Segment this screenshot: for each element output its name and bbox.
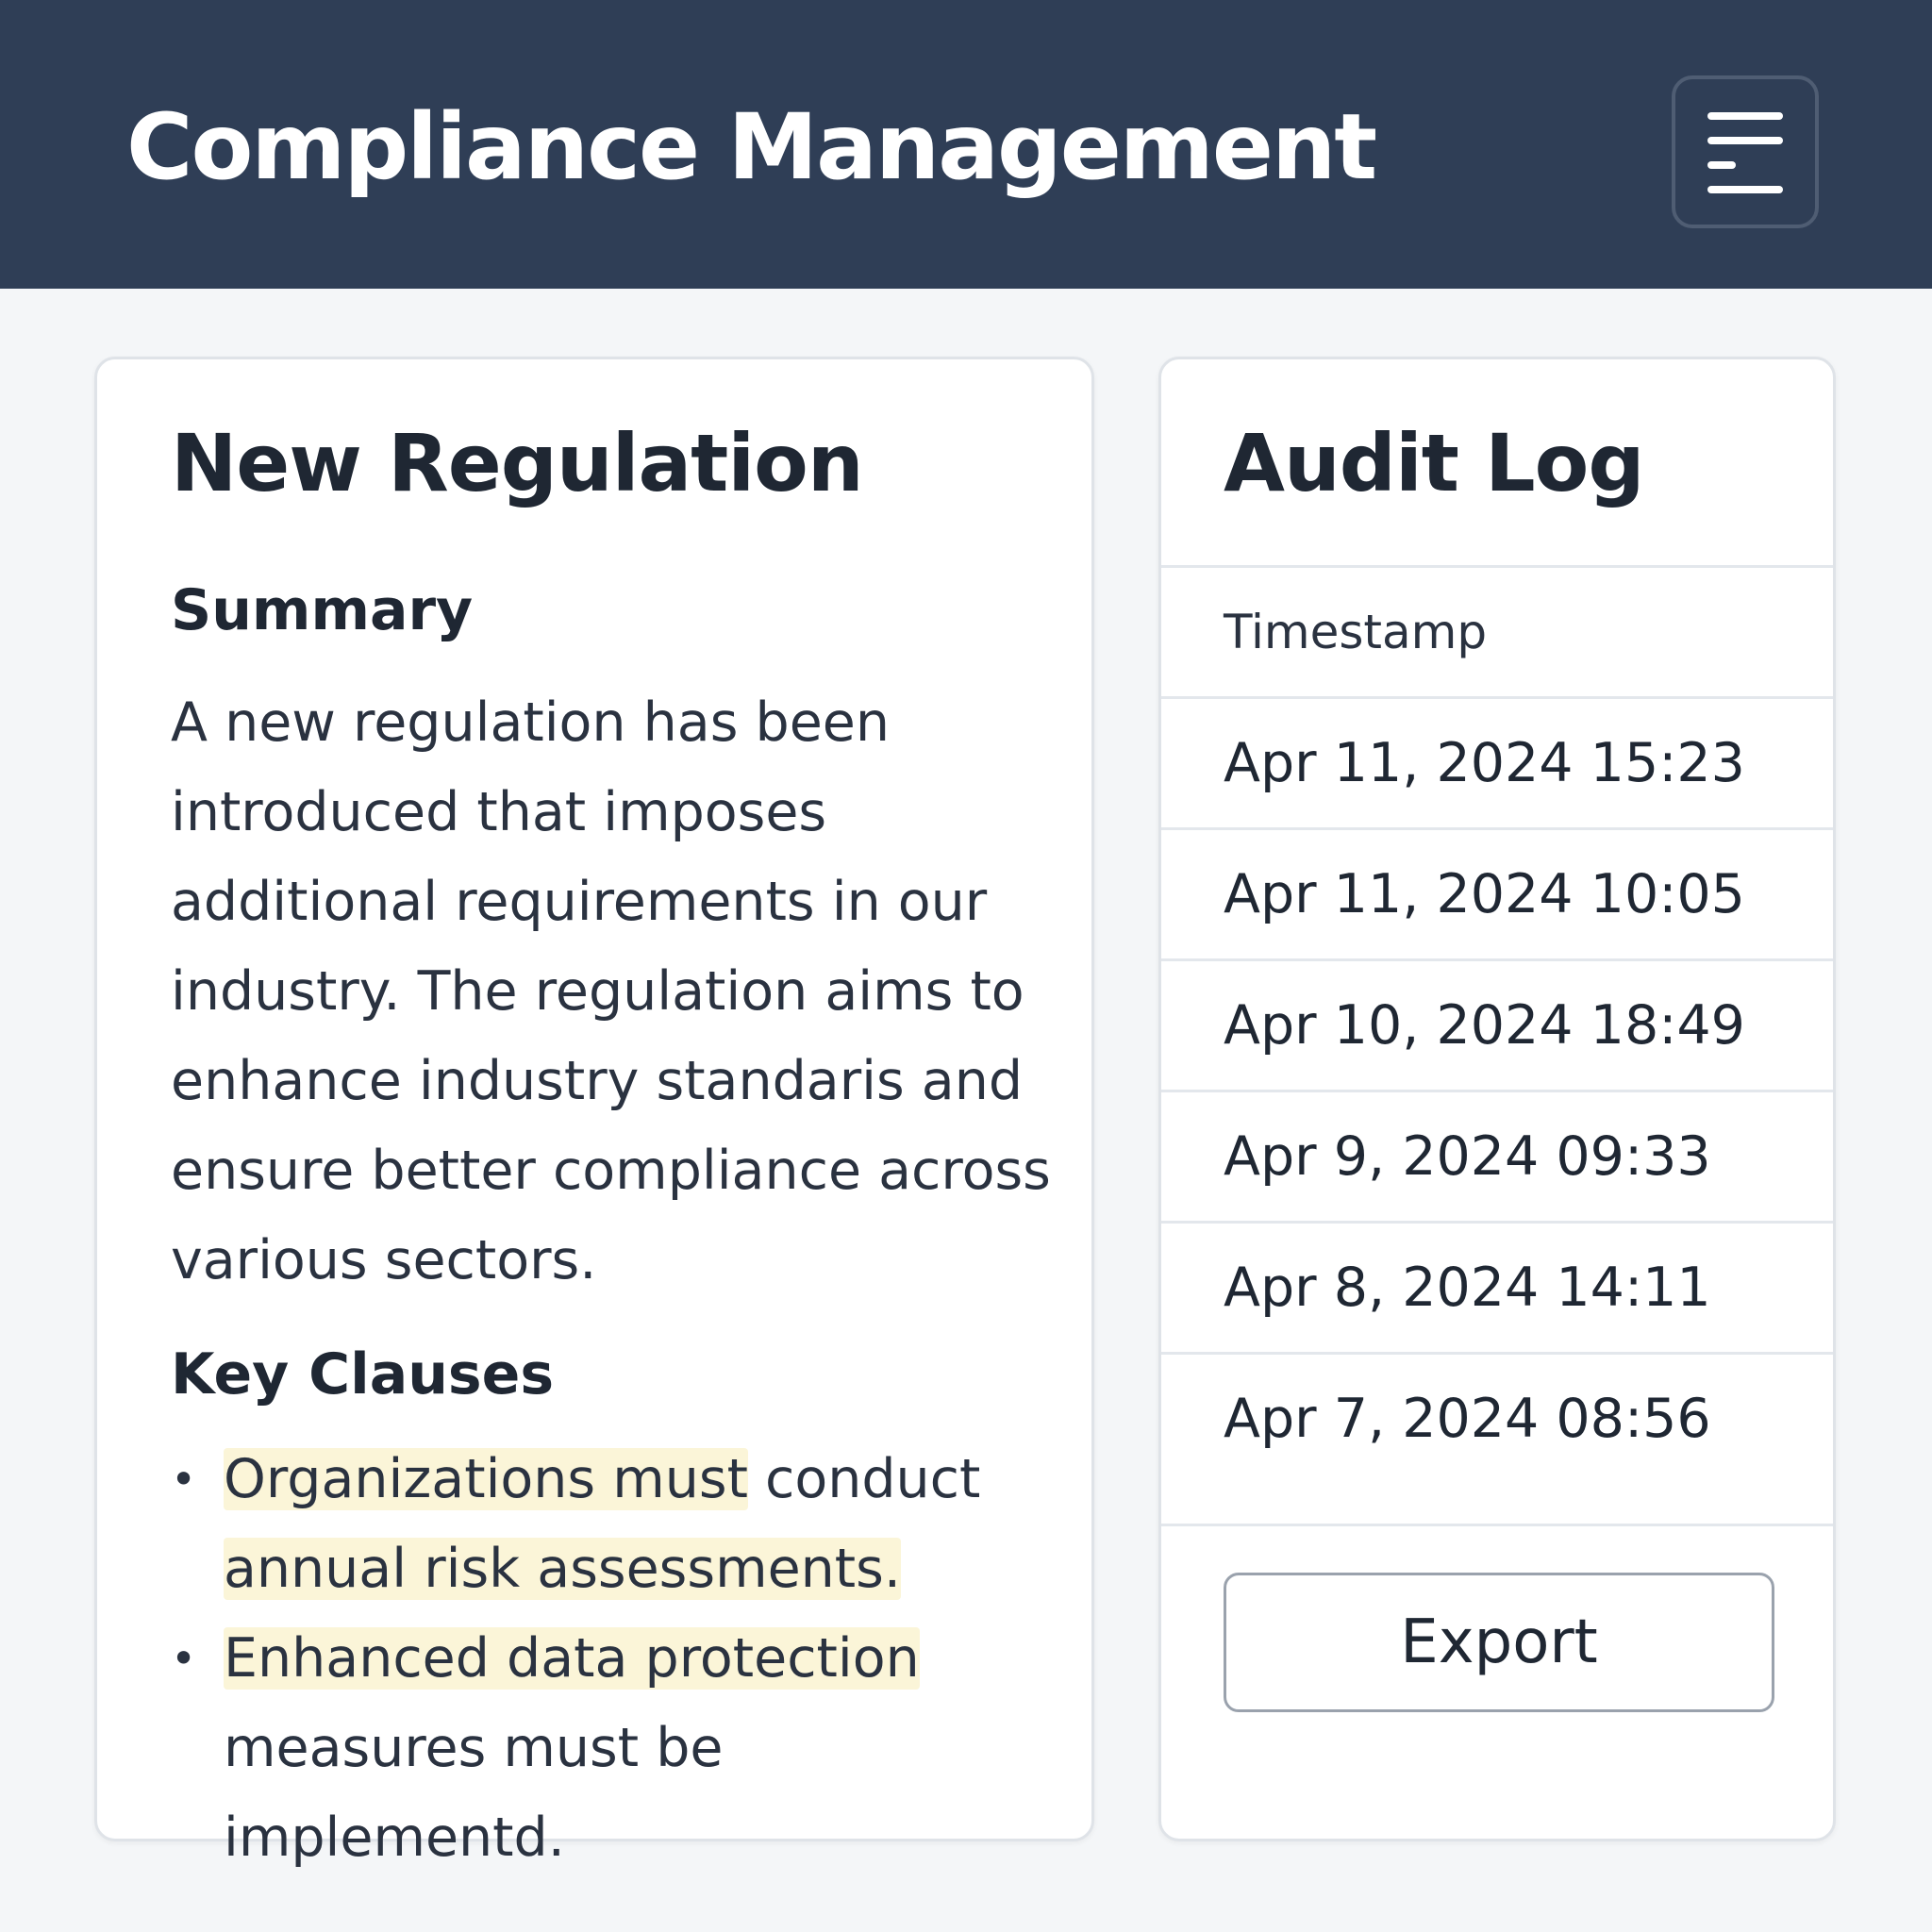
audit-log-title: Audit Log <box>1224 417 1644 509</box>
app-title: Compliance Management <box>126 94 1376 200</box>
key-clauses-heading: Key Clauses <box>171 1341 555 1407</box>
app-header <box>0 0 1932 289</box>
summary-text: A new regulation has been introduced that imposes additional requirements in our industry. The regulation aims to enhance industry standaris and ensure better compliance across various sectors. <box>171 691 1051 1291</box>
table-row: Apr 8, 2024 14:11 <box>1161 1221 1833 1352</box>
table-row: Apr 7, 2024 08:56 <box>1161 1352 1833 1524</box>
bullet-icon: • <box>171 1633 197 1684</box>
clause-highlight: annual risk assessments. <box>224 1538 901 1600</box>
summary-heading: Summary <box>171 577 474 643</box>
audit-log-card <box>1158 357 1836 1841</box>
clause-text: measures must be implementd. <box>224 1717 724 1869</box>
audit-log-table <box>1161 565 1833 1526</box>
hamburger-menu-icon <box>1675 79 1815 225</box>
table-row: Apr 9, 2024 09:33 <box>1161 1090 1833 1221</box>
clause-item <box>171 1435 1076 1614</box>
table-divider <box>1161 1524 1833 1526</box>
bullet-icon: • <box>171 1454 197 1505</box>
table-row: Apr 11, 2024 15:23 <box>1161 696 1833 827</box>
clause-highlight: Organizations must <box>224 1448 748 1510</box>
clause-text: conduct <box>747 1448 981 1510</box>
timestamp-column-header: Timestamp <box>1161 565 1833 696</box>
export-button[interactable]: Export <box>1224 1573 1774 1712</box>
clause-highlight: Enhanced data protection <box>224 1627 920 1690</box>
table-row: Apr 10, 2024 18:49 <box>1161 958 1833 1090</box>
table-row: Apr 11, 2024 10:05 <box>1161 827 1833 958</box>
regulation-title: New Regulation <box>171 417 863 509</box>
key-clauses-list <box>171 1435 1076 1883</box>
clause-item <box>171 1614 1076 1883</box>
menu-button[interactable] <box>1672 75 1819 228</box>
regulation-card <box>94 357 1094 1869</box>
